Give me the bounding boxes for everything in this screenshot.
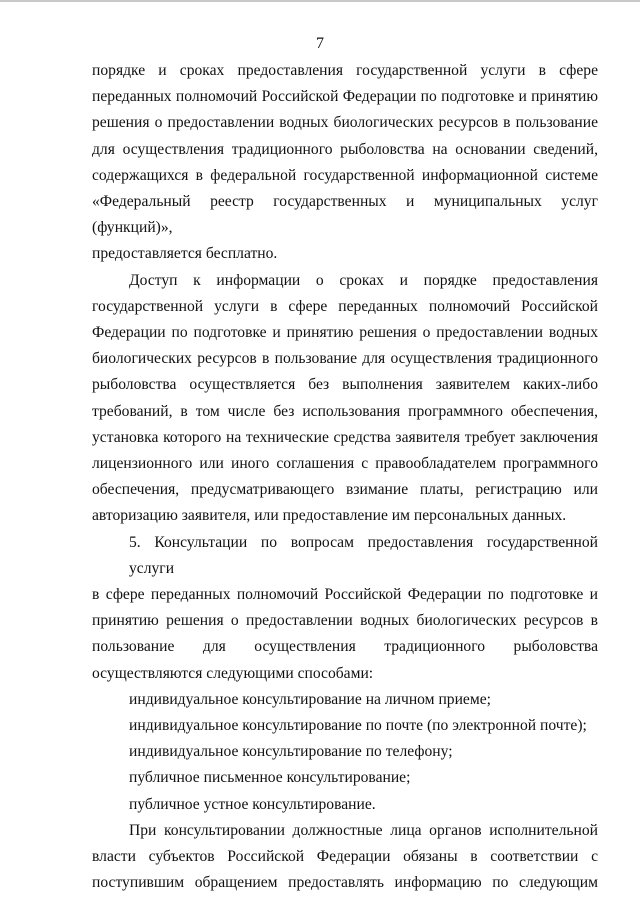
text-line: авторизацию заявителя, или предоставление им персональных данных. bbox=[92, 507, 567, 525]
text-line: переданных полномочий Российской Федерации по подготовке и принятию bbox=[92, 88, 598, 106]
text-line: поступившим обращением предоставлять информацию по следующим bbox=[92, 874, 598, 892]
text-line: биологических ресурсов в пользование для осуществления традиционного bbox=[92, 350, 598, 368]
text-line: государственной услуги в сфере переданных полномочий Российской bbox=[92, 297, 598, 315]
page-number: 7 bbox=[316, 35, 324, 52]
paragraph-consultations bbox=[92, 530, 598, 687]
text-line: 5. Консультации по вопросам предоставления государственной услуги bbox=[129, 533, 598, 577]
text-line: решения о предоставлении водных биологических ресурсов в пользование bbox=[92, 114, 598, 132]
text-line: требований, в том числе без использования программного обеспечения, bbox=[92, 402, 598, 420]
paragraph-continuation bbox=[92, 58, 598, 268]
text-line: принятию решения о предоставлении водных биологических ресурсов в bbox=[92, 612, 598, 630]
text-line: установка которого на технические средства заявителя требует заключения bbox=[92, 428, 598, 446]
text-line: осуществляются следующими способами: bbox=[92, 664, 374, 682]
text-line: лицензионного или иного соглашения с правообладателем программного bbox=[92, 455, 598, 473]
top-edge-rule bbox=[0, 0, 640, 2]
text-line: рыболовства осуществляется без выполнения заявителем каких-либо bbox=[92, 376, 598, 394]
text-line: власти субъектов Российской Федерации обязаны в соответствии с bbox=[92, 848, 598, 866]
paragraph-access-info bbox=[92, 268, 598, 530]
text-line: порядке и сроках предоставления государственной услуги в сфере bbox=[92, 62, 598, 79]
consultation-methods-list bbox=[92, 687, 598, 818]
text-line: При консультировании должностные лица органов исполнительной bbox=[129, 821, 598, 839]
text-line: Доступ к информации о сроках и порядке предоставления bbox=[129, 271, 598, 289]
text-line: содержащихся в федеральной государственной информационной системе bbox=[92, 166, 598, 184]
list-item: индивидуальное консультирование на личном приеме; bbox=[129, 690, 491, 708]
text-line: предоставляется бесплатно. bbox=[92, 245, 278, 263]
text-line: пользование для осуществления традиционного рыболовства bbox=[92, 638, 598, 656]
list-item: индивидуальное консультирование по почте (по электронной почте); bbox=[129, 717, 587, 735]
text-line: «Федеральный реестр государственных и муниципальных услуг (функций)», bbox=[92, 193, 598, 237]
body-text bbox=[92, 58, 598, 897]
list-item: публичное письменное консультирование; bbox=[129, 769, 411, 787]
text-line: обеспечения, предусматривающего взимание платы, регистрацию или bbox=[92, 481, 598, 499]
text-line: для осуществления традиционного рыболовства на основании сведений, bbox=[92, 140, 598, 158]
list-item: индивидуальное консультирование по телефону; bbox=[129, 743, 453, 761]
list-item: публичное устное консультирование. bbox=[129, 795, 376, 813]
text-line: Федерации по подготовке и принятию решения о предоставлении водных bbox=[92, 324, 598, 342]
paragraph-officials-obligations bbox=[92, 818, 598, 897]
text-line: в сфере переданных полномочий Российской Федерации по подготовке и bbox=[92, 586, 598, 604]
